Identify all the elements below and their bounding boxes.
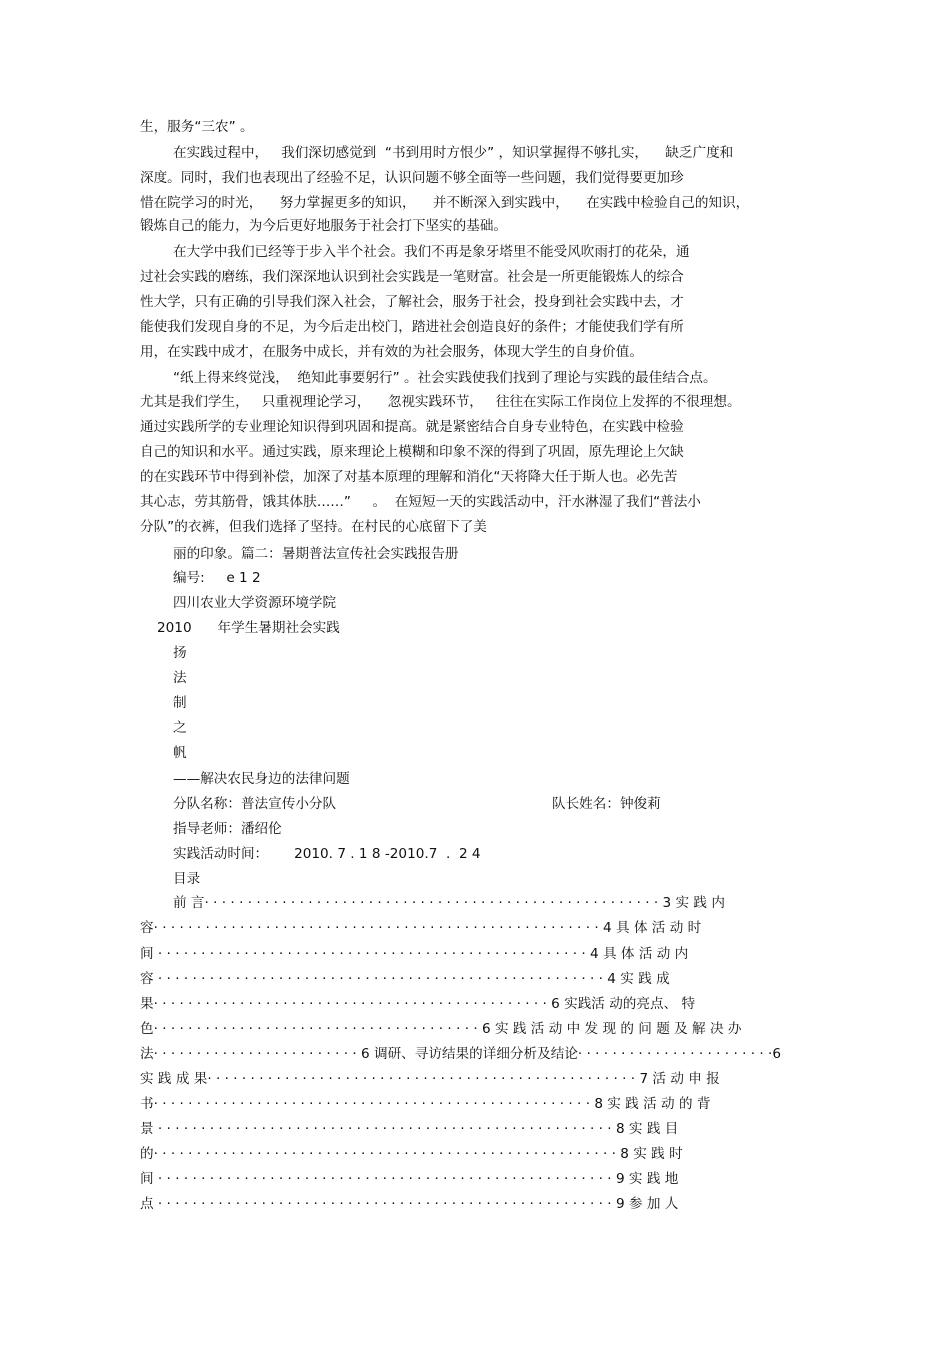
title-char: 制	[173, 695, 187, 711]
toc-line: 间 · · · · · · · · · · · · · · · · · · · · · · · · · · · · · · · · · · · · · · · · · · · · · · · · · · 4 具 体 活 动 内	[140, 946, 689, 962]
activity-time: 实践活动时间： 2010. 7 . 1 8 -2010.7 . 2 4	[173, 846, 481, 862]
toc-line: 景 · · · · · · · · · · · · · · · · · · · · · · · · · · · · · · · · · · · · · · · · · · · · · · · · · · · · · 8 实 践 目	[140, 1121, 679, 1137]
team-name: 分队名称：普法宣传小分队	[173, 796, 337, 812]
toc-line: 容 · · · · · · · · · · · · · · · · · · · · · · · · · · · · · · · · · · · · · · · · · · · · · · · · · · · · 4 实 践 成	[140, 971, 670, 987]
advisor: 指导老师：潘绍伦	[173, 821, 282, 837]
text-line: 尤其是我们学生， 只重视理论学习， 忽视实践环节， 往往在实际工作岗位上发挥的不很理想。	[140, 394, 741, 410]
text-line: 通过实践所学的专业理论知识得到巩固和提高。就是紧密结合自身专业特色，在实践中检验	[140, 419, 684, 435]
toc-line: 色· · · · · · · · · · · · · · · · · · · · · · · · · · · · · · · · · · · · · · 6 实 践 活 动 中 发 现 的 问 题 及 解 决 办	[140, 1021, 742, 1037]
text-line: 深度。同时，我们也表现出了经验不足，认识问题不够全面等一些问题，我们觉得要更加珍	[140, 170, 684, 186]
institution-name: 四川农业大学资源环境学院	[173, 595, 337, 611]
text-line: 用，在实践中成才，在服务中成长，并有效的为社会服务，体现大学生的自身价值。	[140, 344, 643, 360]
text-line: 生，服务“三农” 。	[140, 119, 254, 135]
text-line: 过社会实践的磨练，我们深深地认识到社会实践是一笔财富。社会是一所更能锻炼人的综合	[140, 269, 684, 285]
text-line: 的在实践环节中得到补偿，加深了对基本原理的理解和消化“天将降大任于斯人也。必先苦	[140, 469, 678, 485]
toc-heading: 目录	[173, 871, 201, 887]
text-line: 锻炼自己的能力，为今后更好地服务于社会打下坚实的基础。	[140, 218, 508, 234]
text-line: 其心志，劳其筋骨，饿其体肤……” 。 在短短一天的实践活动中，汗水淋湿了我们“普法小	[140, 494, 701, 510]
title-char: 法	[173, 670, 187, 686]
text-line: “纸上得来终觉浅， 绝知此事要躬行” 。社会实践使我们找到了理论与实践的最佳结合点。	[173, 370, 717, 386]
toc-line: 前 言· · · · · · · · · · · · · · · · · · · · · · · · · · · · · · · · · · · · · · · · · · · · · · · · · · · · · 3 实 践 内	[173, 895, 725, 911]
text-line: 在实践过程中， 我们深切感觉到 “书到用时方恨少” ，知识掌握得不够扎实， 缺乏广度和	[173, 145, 734, 161]
title-char: 帆	[173, 745, 187, 761]
text-line: 性大学，只有正确的引导我们深入社会，了解社会，服务于社会，投身到社会实践中去，才	[140, 294, 684, 310]
title-char: 之	[173, 720, 187, 736]
text-line: 能使我们发现自身的不足，为今后走出校门，踏进社会创造良好的条件；才能使我们学有所	[140, 319, 684, 335]
text-line: 惜在院学习的时光， 努力掌握更多的知识， 并不断深入到实践中， 在实践中检验自己的知识，	[140, 195, 750, 211]
text-line: 分队”的衣裤，但我们选择了坚持。在村民的心底留下了美	[140, 519, 487, 535]
report-title-line: 2010 年学生暑期社会实践	[157, 620, 340, 636]
text-line: 在大学中我们已经等于步入半个社会。我们不再是象牙塔里不能受风吹雨打的花朵，通	[173, 244, 690, 260]
toc-line: 容· · · · · · · · · · · · · · · · · · · · · · · · · · · · · · · · · · · · · · · · · · · · · · · · · · · · 4 具 体 活 动 时	[140, 920, 702, 936]
toc-line: 实 践 成 果· · · · · · · · · · · · · · · · · · · · · · · · · · · · · · · · · · · · · · · · · · · · · · · · · · 7 活 动 申 报	[140, 1071, 720, 1087]
toc-line: 间 · · · · · · · · · · · · · · · · · · · · · · · · · · · · · · · · · · · · · · · · · · · · · · · · · · · · · 9 实 践 地	[140, 1171, 679, 1187]
title-char: 扬	[173, 645, 187, 661]
document-number: 编号: e 1 2	[173, 570, 261, 586]
text-line: 丽的印象。篇二：暑期普法宣传社会实践报告册	[173, 546, 459, 562]
toc-line: 书· · · · · · · · · · · · · · · · · · · · · · · · · · · · · · · · · · · · · · · · · · · · · · · · · · · 8 实 践 活 动 的 背	[140, 1096, 711, 1112]
toc-line: 点 · · · · · · · · · · · · · · · · · · · · · · · · · · · · · · · · · · · · · · · · · · · · · · · · · · · · · 9 参 加 人	[140, 1196, 679, 1212]
subtitle: ——解决农民身边的法律问题	[173, 771, 350, 787]
toc-line: 果· · · · · · · · · · · · · · · · · · · · · · · · · · · · · · · · · · · · · · · · · · · · · · 6 实践活 动的亮点、 特	[140, 996, 696, 1012]
text-line: 自己的知识和水平。通过实践，原来理论上模糊和印象不深的得到了巩固，原先理论上欠缺	[140, 444, 684, 460]
team-leader: 队长姓名：钟俊莉	[552, 796, 661, 812]
toc-line: 法· · · · · · · · · · · · · · · · · · · · · · · · 6 调研、寻访结果的详细分析及结论· · · · · · · · · · · · · · · · · · · · · · ·6	[140, 1046, 781, 1062]
toc-line: 的· · · · · · · · · · · · · · · · · · · · · · · · · · · · · · · · · · · · · · · · · · · · · · · · · · · · · · 8 实 践 时	[140, 1146, 683, 1162]
